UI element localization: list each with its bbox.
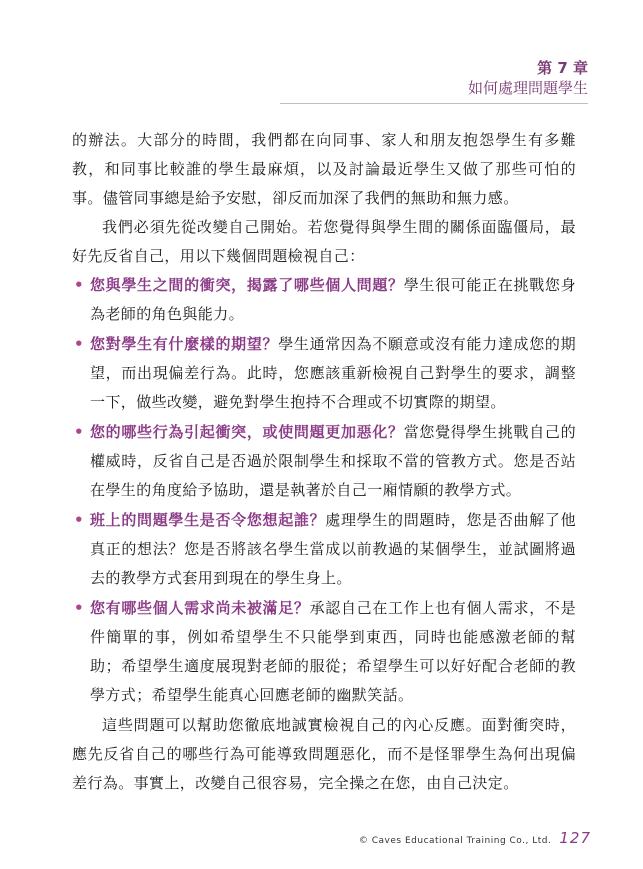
question-heading: 您的哪些行為引起衝突，或使問題更加惡化？ — [90, 423, 404, 441]
paragraph-conclusion: 這些問題可以幫助您徹底地誠實檢視自己的內心反應。面對衝突時，應先反省自己的哪些行為可能導致問題惡化，而不是怪罪學生為何出現偏差行為。事實上，改變自己很容易，完全操之在您，由自己決定。 — [72, 716, 576, 792]
chapter-number: 第 7 章 — [537, 59, 588, 77]
paragraph-continued: 的辦法。大部分的時間，我們都在向同事、家人和朋友抱怨學生有多難教，和同事比較誰的學生最麻煩，以及討論最近學生又做了那些可怕的事。儘管同事總是給予安慰，卻反而加深了我們的無助和無力感。 — [72, 131, 576, 207]
header-divider — [280, 103, 588, 104]
question-heading: 您對學生有什麼樣的期望？ — [90, 335, 279, 353]
bullet-icon: • — [74, 511, 84, 529]
list-item — [72, 418, 576, 505]
question-text: 承認自己在工作上也有個人需求，不是件簡單的事，例如希望學生不只能學到東西，同時也能感激老師的幫助；希望學生適度展現對老師的服從；希望學生可以好好配合老師的教學方式；希望學生能真心回應老師的幽默笑話。 — [90, 599, 576, 704]
page-footer — [359, 829, 591, 847]
question-text: 處理學生的問題時，您是否曲解了他真正的想法？您是否將該名學生當成以前教過的某個學生，並試圖將過去的教學方式套用到現在的學生身上。 — [90, 511, 576, 587]
question-text: 學生很可能正在挑戰您身為老師的角色與能力。 — [90, 276, 576, 323]
list-item — [72, 330, 576, 417]
page-body — [72, 126, 576, 798]
question-text: 學生通常因為不願意或沒有能力達成您的期望，而出現偏差行為。此時，您應該重新檢視自己對學生的要求，調整一下，做些改變，避免對學生抱持不合理或不切實際的期望。 — [90, 335, 576, 411]
question-text: 當您覺得學生挑戰自己的權威時，反省自己是否過於限制學生和採取不當的管教方式。您是否站在學生的角度給予協助，還是執著於自己一廂情願的教學方式。 — [90, 423, 576, 499]
list-item — [72, 506, 576, 593]
list-item — [72, 594, 576, 710]
question-heading: 班上的問題學生是否令您想起誰？ — [90, 511, 326, 529]
list-item — [72, 271, 576, 329]
question-heading: 您與學生之間的衝突，揭露了哪些個人問題？ — [90, 276, 404, 294]
chapter-header — [468, 58, 588, 98]
paragraph-intro: 我們必須先從改變自己開始。若您覺得與學生間的關係面臨僵局，最好先反省自己，用以下幾個問題檢視自己： — [72, 218, 576, 265]
page-number: 127 — [559, 829, 591, 847]
bullet-icon: • — [74, 276, 84, 294]
bullet-icon: • — [74, 599, 84, 617]
bullet-icon: • — [74, 423, 84, 441]
bullet-icon: • — [74, 335, 84, 353]
copyright-notice: © Caves Educational Training Co., Ltd. — [358, 836, 552, 846]
question-list — [72, 271, 576, 710]
question-heading: 您有哪些個人需求尚未被滿足？ — [90, 599, 310, 617]
chapter-title: 如何處理問題學生 — [467, 79, 588, 97]
